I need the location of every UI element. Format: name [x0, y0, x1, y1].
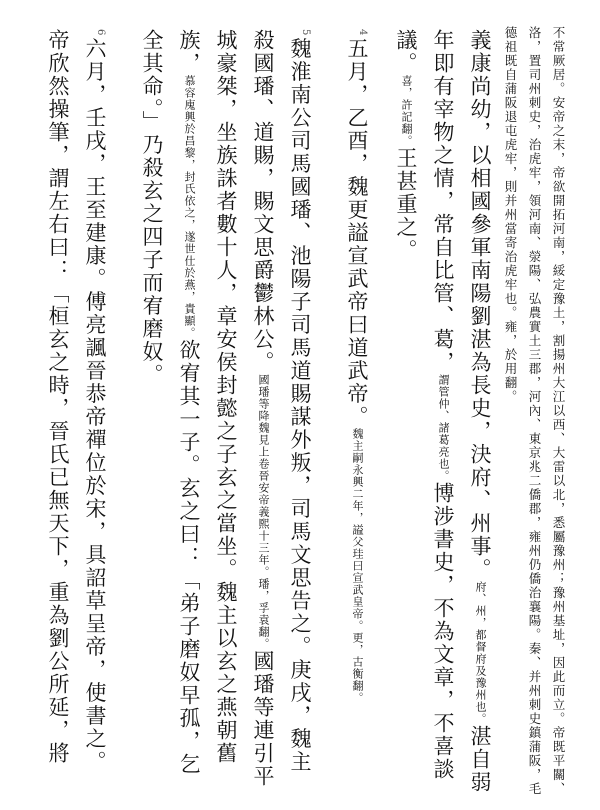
- main-text: 五月，乙酉，魏更謚宣武帝曰道武帝。: [345, 37, 369, 429]
- commentary-note: 國璠等降魏見上卷晉安帝義熙十三年。璠，孚袁翻。: [257, 374, 270, 650]
- paragraph-5: [133, 29, 324, 796]
- commentary-text: 不常厥居。安帝之末，帝欲開拓河南，綏定豫土，割揚州大江以西、大雷以北，悉屬豫州；豫州基址，因此而立。帝既平關、洛，置司州刺史，治虎牢，領河南、滎陽、弘農實土三郡，河內、東京兆二僑郡，雍州仍僑治襄陽。秦、并州刺史鎮蒲阪，毛德祖既自蒲阪退屯虎牢，則并州當寄治虎牢也。雍，於用翻。: [503, 26, 566, 796]
- paragraph-3: [387, 29, 498, 796]
- paragraph-number: 6: [95, 29, 106, 38]
- commentary-note: 慕容廆興於昌黎，封氏依之，遂世仕於燕，貴顯。: [183, 75, 196, 339]
- main-text: 義康尚幼，以相國參軍南陽劉湛為長史，決府、州事。: [468, 29, 492, 581]
- main-text: 湛自弱年即有宰物之情，常自比管、葛，: [431, 29, 492, 794]
- commentary-note: 謂管仲、諸葛亮也。: [437, 374, 450, 482]
- main-text: 欲宥其一子。玄之曰：「弟子磨奴早孤，乞全其命。」乃殺玄之四子而宥磨奴。: [140, 29, 201, 776]
- paragraph-number: 4: [357, 29, 368, 38]
- commentary-note: 喜，許記翻。: [400, 75, 413, 147]
- main-text: 國璠等連引平城豪桀，坐族誅者數十人，章安侯封懿之子玄之當坐。魏主以玄之燕朝舊族，: [177, 29, 275, 788]
- main-text: 王甚重之。: [394, 147, 418, 262]
- paragraph-4: [338, 29, 381, 796]
- main-text: 六月，壬戌，王至建康。傅亮諷晉恭帝禪位於宋，具詔草呈帝，使書之。帝欣然操筆，謂左右曰：「桓玄之時，晉氏已無天下，重為劉公所延，將: [46, 29, 107, 774]
- continued-commentary: [498, 26, 570, 796]
- paragraph-number: 5: [300, 29, 311, 38]
- paragraph-6: [39, 29, 119, 796]
- main-text: 博涉書史，不為文章，不喜談議。: [394, 29, 455, 781]
- commentary-note: 魏主嗣永興二年，謚父珪曰宣武皇帝。更，古衡翻。: [351, 428, 364, 705]
- commentary-note: 府、州，都督府及豫州也。: [474, 581, 487, 725]
- main-text: 魏淮南公司馬國璠、池陽子司馬道賜謀外叛，司馬文思告之。庚戌，魏主殺國璠、道賜，賜文思爵鬱林公。: [251, 29, 312, 774]
